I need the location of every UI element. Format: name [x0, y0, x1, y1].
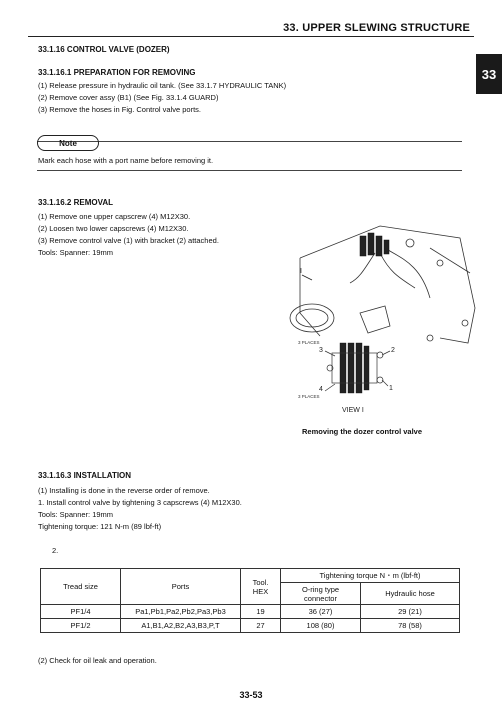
header-rule — [28, 36, 474, 37]
table-row — [41, 605, 460, 619]
th-ports: Ports — [121, 569, 241, 605]
prep-heading: 33.1.16.1 PREPARATION FOR REMOVING — [38, 68, 196, 77]
installation-heading: 33.1.16.3 INSTALLATION — [38, 471, 132, 480]
removal-line-1: (1) Remove one upper capscrew (4) M12X30. — [38, 212, 191, 221]
figure-caption: Removing the dozer control valve — [302, 427, 423, 436]
section-heading: 33.1.16 CONTROL VALVE (DOZER) — [38, 45, 170, 54]
cell-tool: 27 — [241, 619, 281, 633]
cell-tool: 19 — [241, 605, 281, 619]
torque-table — [40, 568, 460, 633]
install-line-2: 1. Install control valve by tightening 3 capscrews (4) M12X30. — [38, 498, 242, 507]
removal-line-2: (2) Loosen two lower capscrews (4) M12X30. — [38, 224, 189, 233]
table-row — [41, 619, 460, 633]
note-bottom-rule — [37, 170, 462, 171]
th-tightening-torque: Tightening torque N・m (lbf-ft) — [281, 569, 460, 583]
th-tread-size: Tread size — [41, 569, 121, 605]
install-final-step: (2) Check for oil leak and operation. — [38, 656, 157, 665]
cell-hose: 78 (58) — [361, 619, 460, 633]
valve-block-top — [360, 233, 389, 256]
install-line-4: Tightening torque: 121 N-m (89 lbf-ft) — [38, 522, 162, 531]
removal-line-3: (3) Remove control valve (1) with bracket (2) attached. — [38, 236, 219, 245]
note-text: Mark each hose with a port name before removing it. — [38, 156, 214, 165]
places-bottom: 3 PLACES — [298, 394, 320, 399]
install-step-2: 2. — [52, 546, 59, 555]
note-top-rule — [37, 141, 462, 142]
callout-1: 1 — [389, 385, 393, 392]
cell-tread: PF1/4 — [41, 605, 121, 619]
removal-line-4: Tools: Spanner: 19mm — [38, 248, 114, 257]
view-arrow-label: I — [300, 268, 302, 275]
note-label: Note — [37, 135, 99, 151]
install-line-3: Tools: Spanner: 19mm — [38, 510, 114, 519]
th-tool-hex: Tool. HEX — [241, 569, 281, 605]
callout-2: 2 — [391, 347, 395, 354]
chapter-tab: 33 — [476, 54, 502, 94]
callout-4: 4 — [319, 386, 323, 393]
cell-ports: A1,B1,A2,B2,A3,B3,P,T — [121, 619, 241, 633]
view-label: VIEW I — [342, 407, 364, 414]
cell-ports: Pa1,Pb1,Pa2,Pb2,Pa3,Pb3 — [121, 605, 241, 619]
prep-line-1: (1) Release pressure in hydraulic oil tank. (See 33.1.7 HYDRAULIC TANK) — [38, 81, 287, 90]
cell-tread: PF1/2 — [41, 619, 121, 633]
dozer-control-valve-figure — [280, 218, 480, 423]
prep-line-3: (3) Remove the hoses in Fig. Control valve ports. — [38, 105, 201, 114]
places-top: 3 PLACES — [298, 340, 320, 345]
chapter-header-title: 33. UPPER SLEWING STRUCTURE — [283, 22, 470, 34]
cell-hose: 29 (21) — [361, 605, 460, 619]
install-line-1: (1) Installing is done in the reverse order of remove. — [38, 486, 210, 495]
swing-ring — [290, 304, 334, 332]
prep-line-2: (2) Remove cover assy (B1) (See Fig. 33.1.4 GUARD) — [38, 93, 219, 102]
removal-heading: 33.1.16.2 REMOVAL — [38, 198, 113, 207]
cell-oring: 36 (27) — [281, 605, 361, 619]
callout-3: 3 — [319, 347, 323, 354]
view-i-detail — [298, 340, 395, 414]
th-oring-connector: O-ring type connector — [281, 583, 361, 605]
page-number: 33-53 — [239, 690, 263, 700]
cell-oring: 108 (80) — [281, 619, 361, 633]
th-hydraulic-hose: Hydraulic hose — [361, 583, 460, 605]
